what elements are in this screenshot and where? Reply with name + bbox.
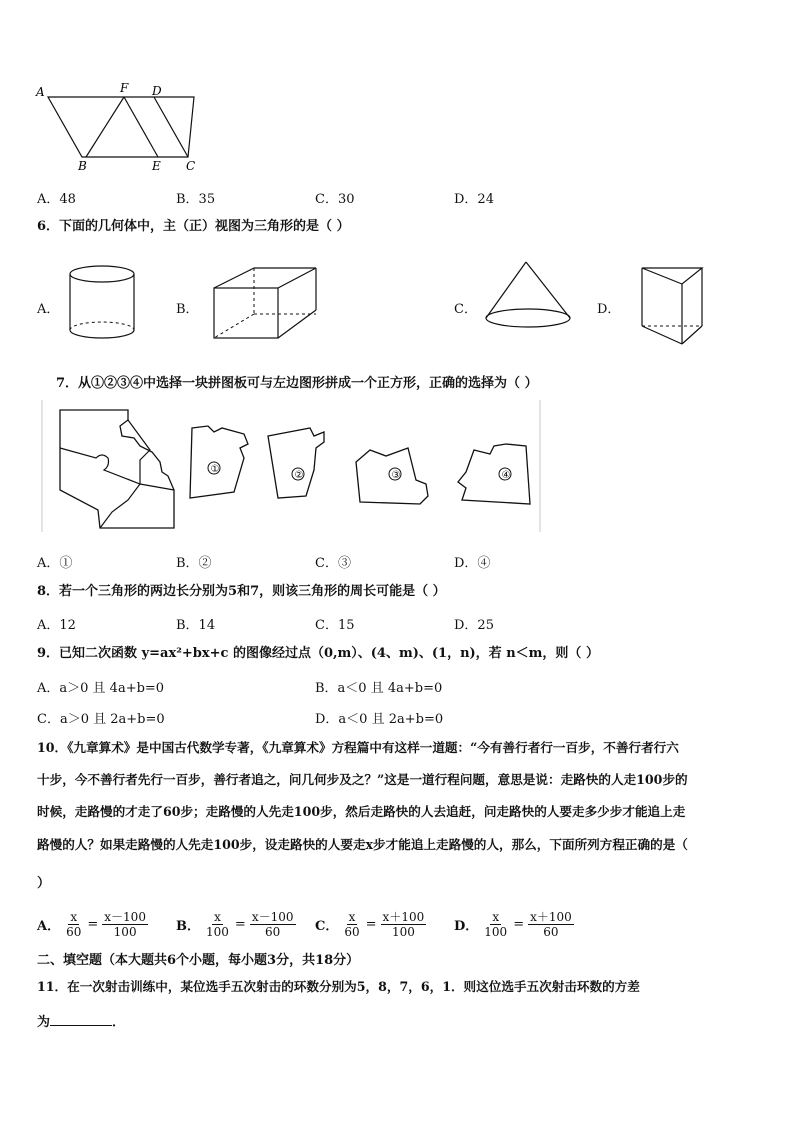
- q10-option-d-letter: D．: [454, 919, 479, 934]
- q10-option-d: [454, 910, 574, 939]
- q11-line-1: 11．在一次射击训练中，某位选手五次射击的环数分别为5，8，7，6，1．则这位选手五次射击环数的方差: [37, 979, 640, 994]
- q6-option-c: C．: [454, 302, 477, 317]
- num: x＋100: [382, 910, 425, 924]
- q10-option-a-right-fraction: [102, 910, 148, 939]
- q5-option-b: B．35: [176, 192, 216, 207]
- q5-parallelogram-figure: [34, 80, 204, 175]
- q10-option-d-right-fraction: [528, 910, 574, 939]
- q8-option-c: C．15: [315, 618, 355, 633]
- q9-option-b: B．a＜0 且 4a+b=0: [315, 681, 443, 696]
- num: x: [348, 910, 356, 924]
- num: x: [492, 910, 500, 924]
- q7-option-c: C．③: [315, 556, 351, 571]
- q10-option-d-left-fraction: [482, 910, 509, 939]
- equals-sign: =: [87, 917, 99, 932]
- q10-line-2: 十步，今不善行者先行一百步，善行者追之，问几何步及之？”这是一道行程问题，意思是说：走路快的人走100步的: [37, 772, 688, 787]
- label-C: C: [186, 159, 196, 173]
- cone-figure: [482, 260, 578, 336]
- cylinder-figure: [66, 262, 142, 342]
- label-B: B: [78, 159, 87, 173]
- q7-stem: 7．从①②③④中选择一块拼图板可与左边图形拼成一个正方形，正确的选择为（ ）: [56, 376, 538, 391]
- q11-prefix: 为: [37, 1015, 51, 1030]
- q7-option-d: D．④: [454, 556, 491, 571]
- equals-sign: =: [365, 917, 377, 932]
- q9-option-d: D．a＜0 且 2a+b=0: [315, 712, 444, 727]
- den: 100: [391, 925, 415, 939]
- q6-option-b: B．: [176, 302, 199, 317]
- num: x＋100: [530, 910, 572, 924]
- den: 60: [265, 925, 281, 939]
- label-A: A: [36, 85, 45, 99]
- q5-option-a: A．48: [37, 192, 76, 207]
- den: 60: [344, 925, 360, 939]
- q10-line-5: ）: [37, 876, 51, 891]
- den: 100: [206, 925, 229, 939]
- equals-sign: =: [234, 917, 246, 932]
- q9-option-c: C．a＞0 且 2a+b=0: [37, 712, 165, 727]
- q6-stem: 6．下面的几何体中，主（正）视图为三角形的是（ ）: [37, 219, 350, 234]
- q5-option-d: D．24: [454, 192, 494, 207]
- q6-option-d: D．: [597, 302, 621, 317]
- piece-1-label: ①: [210, 464, 220, 475]
- q7-puzzle-figure: [40, 400, 545, 540]
- label-E: E: [152, 159, 161, 173]
- piece-2-label: ②: [294, 470, 304, 481]
- q10-line-4: 路慢的人？如果走路慢的人先走100步，设走路快的人要走x步才能追上走路慢的人，那么，下面所列方程正确的是（: [37, 837, 688, 852]
- den: 60: [66, 925, 82, 939]
- num: x－100: [251, 910, 294, 924]
- q10-option-c: [315, 910, 426, 939]
- label-F: F: [120, 81, 129, 95]
- num: x－100: [104, 910, 146, 924]
- q7-option-b: B．②: [176, 556, 212, 571]
- den: 100: [484, 925, 508, 939]
- q10-option-c-letter: C．: [315, 919, 339, 934]
- q10-option-c-right-fraction: [381, 910, 427, 939]
- q8-stem: 8．若一个三角形的两边长分别为5和7，则该三角形的周长可能是（ ）: [37, 584, 446, 599]
- cuboid-figure: [212, 266, 322, 342]
- q10-option-a-left-fraction: [64, 910, 83, 939]
- triangular-prism-figure: [638, 264, 708, 348]
- section-2-heading: 二、填空题（本大题共6个小题，每小题3分，共18分）: [37, 953, 360, 968]
- den: 100: [113, 925, 137, 939]
- q11-line-2: [37, 1013, 125, 1031]
- den: 60: [543, 925, 559, 939]
- q11-suffix: ．: [112, 1015, 126, 1030]
- q10-option-a: [37, 910, 148, 939]
- q10-option-b: [176, 910, 296, 939]
- q8-option-b: B．14: [176, 618, 216, 633]
- q8-option-a: A．12: [37, 618, 76, 633]
- q11-answer-blank[interactable]: [50, 1013, 112, 1026]
- piece-3-label: ③: [391, 470, 401, 481]
- q10-option-b-left-fraction: [204, 910, 231, 939]
- num: x: [214, 910, 221, 924]
- q7-option-a: A．①: [37, 556, 73, 571]
- q10-option-a-letter: A．: [37, 919, 61, 934]
- label-D: D: [152, 84, 162, 98]
- num: x: [70, 910, 78, 924]
- q6-option-a: A．: [37, 302, 60, 317]
- q10-option-c-left-fraction: [342, 910, 361, 939]
- q5-option-c: C．30: [315, 192, 355, 207]
- q9-option-a: A．a＞0 且 4a+b=0: [37, 681, 165, 696]
- q10-line-1: 10．《九章算术》是中国古代数学专著，《九章算术》方程篇中有这样一道题：“今有善行者行一百步，不善行者行六: [37, 740, 679, 755]
- equals-sign: =: [513, 917, 525, 932]
- q10-line-3: 时候，走路慢的才走了60步；走路慢的人先走100步，然后走路快的人去追赶，问走路快的人要走多少步才能追上走: [37, 804, 686, 819]
- q10-option-b-letter: B．: [176, 919, 200, 934]
- q8-option-d: D．25: [454, 618, 494, 633]
- q9-stem: 9．已知二次函数 y=ax²+bx+c 的图像经过点（0,m）、(4、m)、(1，n)，若 n＜m，则（ ）: [37, 646, 599, 661]
- piece-4-label: ④: [501, 470, 511, 481]
- q10-option-b-right-fraction: [250, 910, 296, 939]
